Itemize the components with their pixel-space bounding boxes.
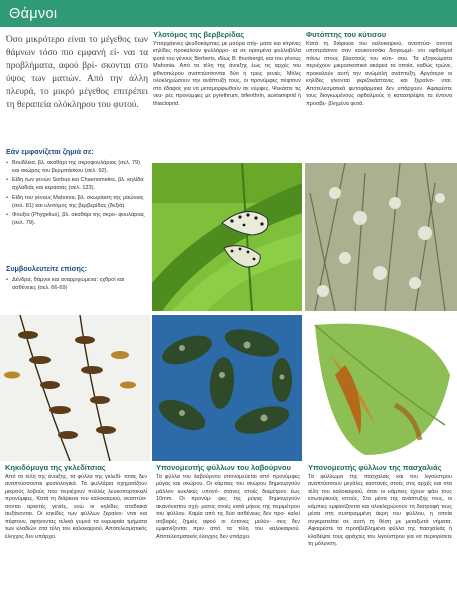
broom-shoots-photo xyxy=(305,163,457,311)
damage-item-sorbus: • Είδη των γενών Sorbus και Chaenomeles, βλ. κηλίδα αχλαδιάς και κερασιάς (σελ. 123). xyxy=(6,177,148,193)
damage-section xyxy=(6,147,148,229)
broom-mite-title: Φυτόπτης του κύτισου xyxy=(306,30,387,39)
honey-locust-title: Κηκιδόμυγα της γκλεδίτσιας xyxy=(5,463,106,472)
honey-locust-galls-photo xyxy=(0,315,150,461)
damage-heading: Εάν εμφανίζεται ζημιά σε: xyxy=(6,147,94,156)
barberry-sawfly-text: Υπαρχάκνες ψευδοκάμπιες με μαύρα στίγ- ματα και κίτρινες κηλίδες προκαλούν φυλλόρρο- ια σε ορισμένα φυλλοβόλα φυτά του γένους Berberis, ιδίως B. thunbergii, και του γένους Mahonia. Από τα τέλη της άνοιξης έως τις αρχές του φθινοπώρου αναπτύσσονται δύο ή τρεις γενιές. Μόλις ολοκληρώσουν την ανάπτυξή τους, οι προνύμφες πέφτουν στο έδαφος για να μεταμορφωθούν σε νύμφες. Ψεκάστε τις νεα- ρές προνύμφες με pyrethrum, bifenthrin, acetamiprid ή thiacloprid. xyxy=(153,40,301,107)
sawfly-larvae-photo xyxy=(152,163,302,311)
laburnum-leaves-photo xyxy=(152,315,302,461)
intro-paragraph: Όσο μικρότερο είναι το μέγεθος των θάμνων τόσο πιο εμφανή εί- ναι τα προβλήματα, αφού βρί- σκονται στο ύψος των ματιών. Από την άλλη πλευρά, το μικρό μέγεθος επιτρέπει τη θεραπεία ολόκληρου του φυτού. xyxy=(6,35,148,110)
laburnum-leafminer-section xyxy=(156,464,300,541)
lilac-leafminer-section xyxy=(308,464,452,549)
lilac-leafminer-text: Τα φύλλωμα της πασχαλιάς και του λιγούστρου αναπτύσσουν μεγάλες καστανές στοές στις αρχές και στα τέλη του καλοκαιριού, όταν οι κάμπιες έχουν φάει τους εσωτερικούς ιστούς. Στα μέσα της ανάπτυξής τους, οι κάμπιες εμφανίζονται και ολοκληρώνουν τη διατροφή τους μέσα στη συστραμμένη άκρη του φύλλου, η οποία συγκρατείται σε αυτή τη θέση με μεταξωτά νήματα. Αφαιρέστε τα προσβεβλημένα φύλλα της πασχαλιάς ή κλαδέψτε τους φράχτες του λιγούστρου για να περιορίσετε τη μόλυνση. xyxy=(308,473,452,548)
honey-locust-section xyxy=(5,464,147,541)
damage-item-mahonia: • Είδη του γένους Mahonia, βλ. σκωρίαση της μαώνιας (σελ. 81) και υλοτόμος της βερβερίδας (δεξιά). xyxy=(6,195,148,211)
lilac-leaf-photo xyxy=(305,315,457,461)
broom-mite-text: Κατά τη διάρκεια του καλοκαιριού, αναπτύσ- σονται υποπράσινοι σαν κουκουτσάκι διογκωμέ- νοι οφθαλμοί πάνω στους βλαστούς του κύτι- σου. Τα εξογκώματα περιέχουν μικροσκοπικά ακάρεα τα οποία, καθώς τρώνε, προκαλούν αυτή την ανώμαλη ανάπτυξη. Αργότερα οι κηλίδες γίνονται γκριζοκάστανες και ξεραίνο- νται. Αποτελεσματικά φυτοφάρμακα δεν υπάρχουν. Αφαιρέστε τους διογκωμένους οφθαλμούς ή καταστρέψτε τα έντονα προσβε- βλημένα φυτά. xyxy=(306,40,452,107)
barberry-sawfly-section xyxy=(153,31,301,108)
page-title: Θάμνοι xyxy=(0,0,457,27)
barberry-sawfly-title: Υλοτόμος της βερβερίδας xyxy=(153,30,245,39)
damage-list xyxy=(6,160,148,228)
lilac-leafminer-title: Υπονομευτής φύλλων της πασχαλιάς xyxy=(308,463,442,472)
broom-mite-section xyxy=(306,31,452,108)
laburnum-leafminer-text: Τα φύλλα του λαβούρνου υπονομεύεται από προνύμφες μύγας και σκώρου. Οι κάμπιες του σκώρου δημιουργούν μάλλον κυκλικές υπονό- στανες στοές διαμέτρου έως 10mm. Οι προνύμ- φες της μύγας δημιουργούν ακανόνιστου σχή- ματος στοές κατά μήκος της περιμέτρου του φύλλου. Καμία από τις δύο ασθένειες δεν προ- καλεί σοβαρές ζημιές αφού οι έντονες μολύν- σεις δεν εμφανίζονται πριν από τα τέλη του καλοκαιριού. Αποτελεσματικός έλεγχος δεν υπάρχει. xyxy=(156,473,300,540)
see-also-list xyxy=(6,277,148,293)
damage-item-phygelius: • Φουξια (Phygelius), βλ. ακαθάρι της σκρο- φουλάριας (σελ. 79). xyxy=(6,212,148,228)
laburnum-leafminer-title: Υπονομευτής φύλλων του λαβούρνου xyxy=(156,463,292,472)
see-also-item: • Δένδρα, θάμνοι και αναρριχώμενα: εχθροί και ασθένειες (σελ. 66-69) xyxy=(6,277,148,293)
see-also-heading: Συμβουλευτείτε επίσης: xyxy=(6,264,88,273)
damage-item-buddleia: • Βουδλέια, βλ. ακαθάρι της σκροφουλάριας (σελ. 79) και σκώρος του βερμπάσκου (σελ. 92). xyxy=(6,160,148,176)
see-also-section xyxy=(6,264,148,294)
honey-locust-text: Από τα τέλη της άνοιξης, τα φύλλα της γκλεδί- τσιας δεν αναπτύσσονται φυσιολογικά. Τα φυλλάρια σχηματίζουν μικρούς λοβούς που περιέχουν πολλές λευκοπορτοκαλί προνύμφες. Κατά τη διάρκεια του καλοκαιριού, αναπτύσ- σονται αρκετές γενιές, ενώ οι κηλίδες σταδιακά αυξάνονται. Οι κηκίδες των φύλλων ξεραίνο- νται και πέφτουν, αφήνοντας τελικά γυμνά τα κορυφαία τμήματα των κλαδιών στα τέλη του καλοκαιριού. Αποτελεσματικός έλεγχος δεν υπάρχει. xyxy=(5,473,147,540)
